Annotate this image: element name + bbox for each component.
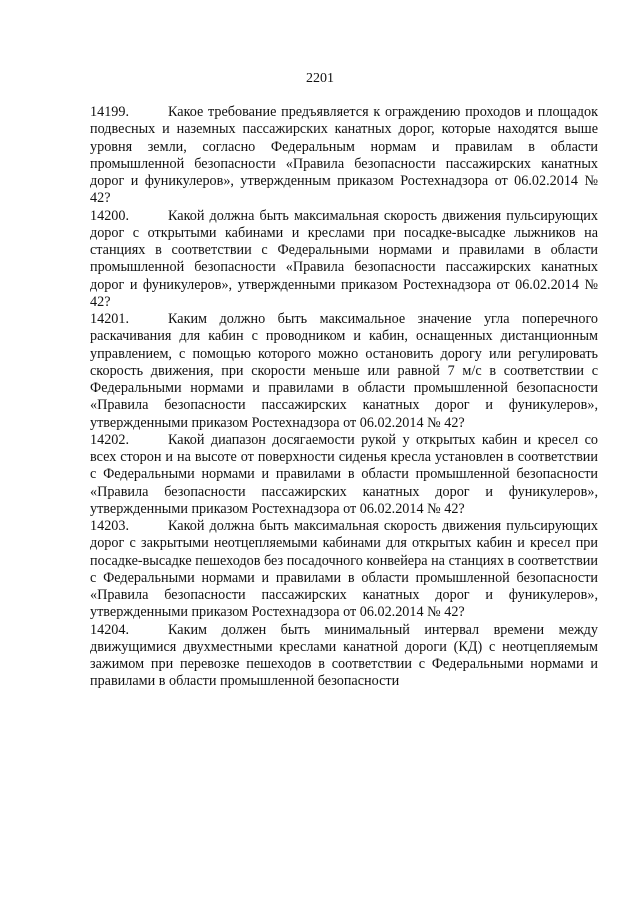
question-number: 14204. bbox=[90, 621, 130, 638]
question-number: 14199. bbox=[90, 104, 130, 120]
question-number: 14200. bbox=[90, 207, 130, 224]
question-text: Каким должен быть минимальный интервал времени между движущимися двухместными креслами канатной дороги (КД) с неотцепляемым зажимом при перевозке пешеходов в соответствии с Федеральными нормами и правилами в области промышленной безопасности bbox=[90, 621, 598, 690]
question-number: 14201. bbox=[90, 311, 130, 327]
question-item bbox=[90, 432, 598, 518]
question-item bbox=[90, 208, 598, 312]
question-text: Какое требование предъявляется к ограждению проходов и площадок подвесных и наземных пассажирских канатных дорог, которые находятся выше уровня земли, согласно Федеральным нормам и правилам в области промышленной безопасности «Правила безопасности пассажирских канатных дорог и фуникулеров», утвержденным приказом Ростехнадзора от 06.02.2014 № 42? bbox=[90, 104, 598, 207]
question-text: Каким должно быть максимальное значение угла поперечного раскачивания для кабин с проводником и кабин, оснащенных дистанционным управлением, с помощью которого можно остановить дорогу или регулировать скорость движения, при скорости меньше или равной 7 м/с в соответствии с Федеральными нормами и правилами в области промышленной безопасности «Правила безопасности пассажирских канатных дорог и фуникулеров», утвержденными приказом Ростехнадзора от 06.02.2014 № 42? bbox=[90, 311, 598, 431]
question-item bbox=[90, 311, 598, 432]
page-number: 2201 bbox=[306, 71, 334, 86]
question-text: Какой должна быть максимальная скорость движения пульсирующих дорог с открытыми кабинами и креслами при посадке-высадке лыжников на станциях в соответствии с Федеральными нормами и правилами в области промышленной безопасности «Правила безопасности пассажирских канатных дорог и фуникулеров», утвержденными приказом Ростехнадзора от 06.02.2014 № 42? bbox=[90, 207, 598, 310]
question-item bbox=[90, 518, 598, 622]
question-item bbox=[90, 622, 598, 691]
question-text: Какой должна быть максимальная скорость движения пульсирующих дорог с закрытыми неотцепляемыми кабинами для открытых кабин и кресел при посадке-высадке пешеходов без посадочного конвейера на станциях в соответствии с Федеральными нормами и правилами в области промышленной безопасности «Правила безопасности пассажирских канатных дорог и фуникулеров», утвержденными приказом Ростехнадзора от 06.02.2014 № 42? bbox=[90, 518, 598, 621]
question-number: 14202. bbox=[90, 431, 130, 448]
question-text: Какой диапазон досягаемости рукой у открытых кабин и кресел со всех сторон и на высоте от поверхности сиденья кресла установлен в соответствии с Федеральными нормами и правилами в области промышленной безопасности «Правила безопасности пассажирских канатных дорог и фуникулеров», утвержденными приказом Ростехнадзора от 06.02.2014 № 42? bbox=[90, 431, 598, 517]
question-number: 14203. bbox=[90, 518, 130, 534]
questions-list bbox=[90, 104, 598, 691]
question-item bbox=[90, 104, 598, 208]
